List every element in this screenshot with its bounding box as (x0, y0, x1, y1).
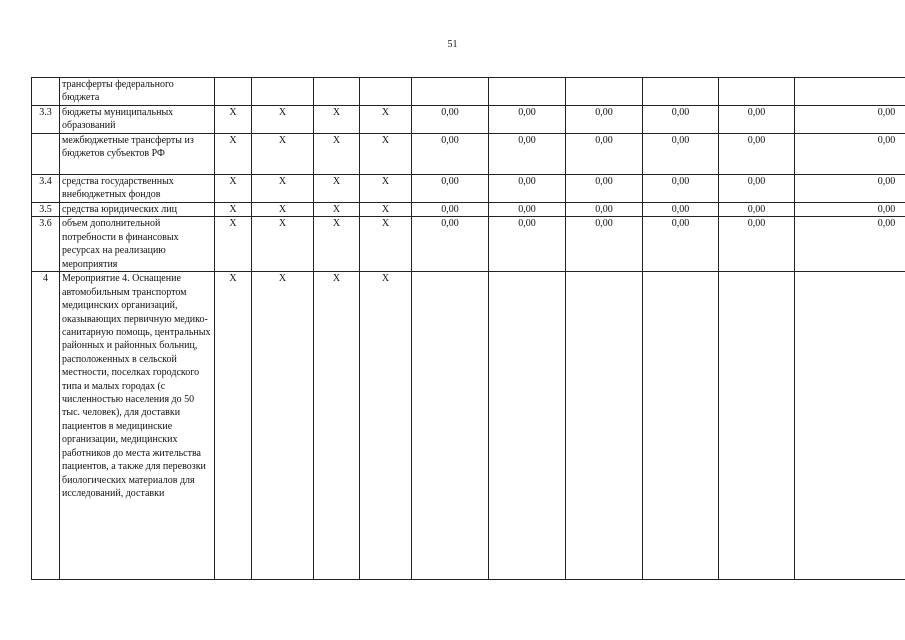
value-cell: 0,00 (566, 217, 643, 272)
page-number: 51 (447, 39, 458, 50)
value-cell: 0,00 (643, 134, 719, 175)
value-cell: 0,00 (719, 175, 795, 203)
mark-cell: X (215, 217, 252, 272)
row-name: объем дополнительной потребности в финансовых ресурсах на реализацию мероприятия (60, 217, 215, 272)
row-number: 3.4 (32, 175, 60, 203)
value-cell (643, 78, 719, 106)
table-row (32, 106, 905, 134)
mark-cell: X (215, 272, 252, 580)
mark-cell: X (360, 272, 412, 580)
value-cell (489, 272, 566, 580)
table-row (32, 175, 905, 203)
value-cell (795, 272, 905, 580)
mark-cell: X (360, 134, 412, 175)
value-cell: 0,00 (412, 106, 489, 134)
mark-cell: X (252, 175, 314, 203)
value-cell: 0,00 (643, 203, 719, 217)
value-cell: 0,00 (489, 175, 566, 203)
value-cell: 0,00 (643, 217, 719, 272)
mark-cell (215, 78, 252, 106)
mark-cell: X (314, 272, 360, 580)
table-row (32, 217, 905, 272)
mark-cell: X (252, 134, 314, 175)
mark-cell: X (314, 175, 360, 203)
mark-cell: X (314, 106, 360, 134)
mark-cell: X (314, 134, 360, 175)
value-cell: 0,00 (566, 175, 643, 203)
mark-cell: X (215, 203, 252, 217)
table-row (32, 78, 905, 106)
table-row (32, 203, 905, 217)
mark-cell: X (215, 175, 252, 203)
value-cell (489, 78, 566, 106)
row-name: межбюджетные трансферты из бюджетов субъектов РФ (60, 134, 215, 175)
value-cell (566, 272, 643, 580)
mark-cell: X (314, 217, 360, 272)
mark-cell: X (215, 134, 252, 175)
value-cell: 0,00 (412, 134, 489, 175)
row-number (32, 134, 60, 175)
value-cell: 0,00 (719, 217, 795, 272)
mark-cell: X (360, 203, 412, 217)
value-cell: 0,00 (795, 175, 905, 203)
mark-cell: X (360, 106, 412, 134)
value-cell: 0,00 (643, 175, 719, 203)
row-name: трансферты федерального бюджета (60, 78, 215, 106)
value-cell: 0,00 (489, 106, 566, 134)
value-cell: 0,00 (566, 106, 643, 134)
mark-cell (360, 78, 412, 106)
table-row (32, 272, 905, 580)
value-cell: 0,00 (412, 217, 489, 272)
row-name: средства государственных внебюджетных фондов (60, 175, 215, 203)
value-cell (719, 272, 795, 580)
table-row (32, 134, 905, 175)
row-name: бюджеты муниципальных образований (60, 106, 215, 134)
mark-cell: X (252, 272, 314, 580)
row-number: 3.5 (32, 203, 60, 217)
value-cell (795, 78, 905, 106)
value-cell: 0,00 (719, 134, 795, 175)
value-cell: 0,00 (719, 203, 795, 217)
budget-table (31, 77, 905, 580)
value-cell: 0,00 (643, 106, 719, 134)
value-cell: 0,00 (489, 217, 566, 272)
mark-cell: X (252, 217, 314, 272)
row-number: 4 (32, 272, 60, 580)
row-name: средства юридических лиц (60, 203, 215, 217)
mark-cell: X (252, 106, 314, 134)
row-number: 3.6 (32, 217, 60, 272)
value-cell: 0,00 (412, 203, 489, 217)
mark-cell: X (314, 203, 360, 217)
value-cell: 0,00 (795, 134, 905, 175)
value-cell: 0,00 (489, 203, 566, 217)
value-cell (412, 78, 489, 106)
mark-cell (314, 78, 360, 106)
mark-cell: X (360, 175, 412, 203)
mark-cell (252, 78, 314, 106)
table-body (32, 78, 905, 580)
mark-cell: X (360, 217, 412, 272)
value-cell: 0,00 (795, 106, 905, 134)
row-number: 3.3 (32, 106, 60, 134)
value-cell: 0,00 (412, 175, 489, 203)
mark-cell: X (215, 106, 252, 134)
value-cell (412, 272, 489, 580)
value-cell: 0,00 (566, 203, 643, 217)
value-cell (566, 78, 643, 106)
value-cell (719, 78, 795, 106)
value-cell: 0,00 (566, 134, 643, 175)
row-name: Мероприятие 4. Оснащение автомобильным транспортом медицинских организаций, оказывающих первичную медико-санитарную помощь, центральных районных и районных больниц, расположенных в сельской местности, поселках городского типа и малых городах (с численностью населения до 50 тыс. человек), для доставки пациентов в медицинские организации, медицинских работников до места жительства пациентов, а также для перевозки биологических материалов для исследований, доставки (60, 272, 215, 580)
row-number (32, 78, 60, 106)
value-cell: 0,00 (795, 203, 905, 217)
value-cell (643, 272, 719, 580)
value-cell: 0,00 (719, 106, 795, 134)
value-cell: 0,00 (489, 134, 566, 175)
mark-cell: X (252, 203, 314, 217)
value-cell: 0,00 (795, 217, 905, 272)
